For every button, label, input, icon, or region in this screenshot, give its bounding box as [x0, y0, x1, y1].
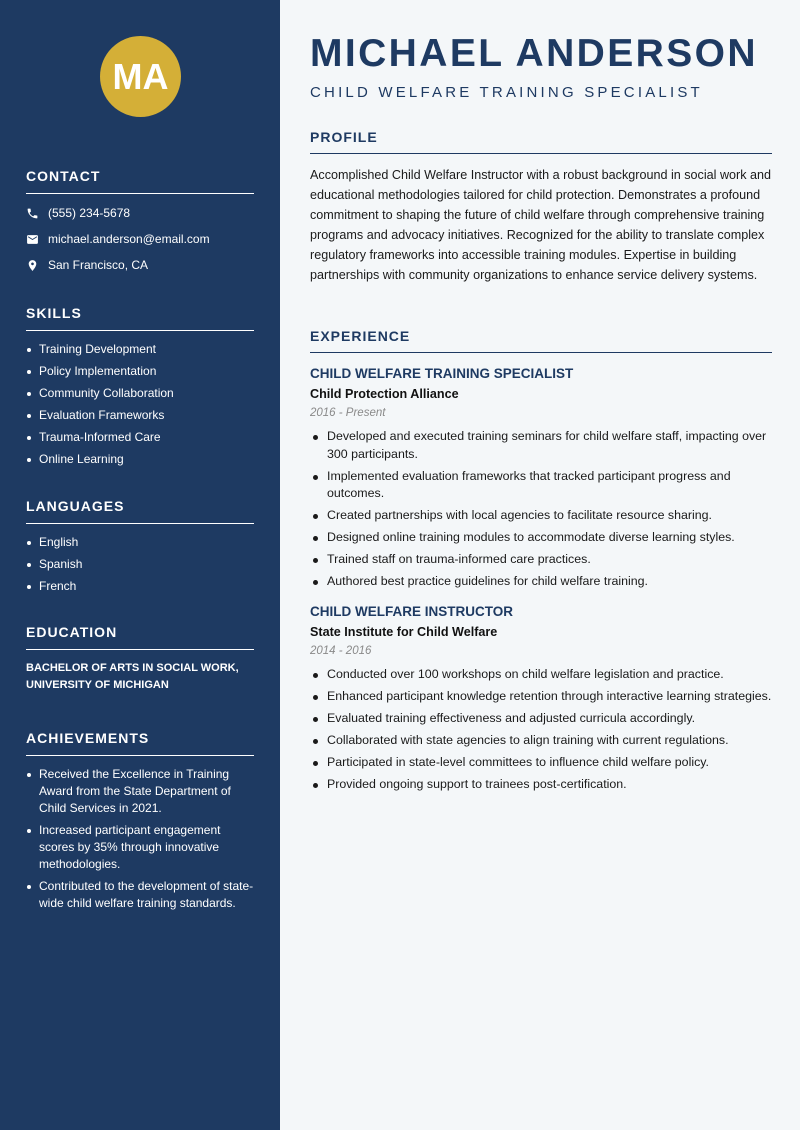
- education-degree: BACHELOR OF ARTS IN SOCIAL WORK, UNIVERSITY OF MICHIGAN: [26, 662, 239, 691]
- skill-item: Evaluation Frameworks: [26, 407, 254, 424]
- job-bullet: Enhanced participant knowledge retention through interactive learning strategies.: [310, 688, 772, 706]
- education-heading: EDUCATION: [26, 624, 254, 650]
- job-bullet: Conducted over 100 workshops on child welfare legislation and practice.: [310, 666, 772, 684]
- language-item: Spanish: [26, 556, 254, 573]
- job-bullet: Created partnerships with local agencies to facilitate resource sharing.: [310, 507, 772, 525]
- achievement-item: Increased participant engagement scores by 35% through innovative methodologies.: [26, 822, 254, 873]
- person-name: MICHAEL ANDERSON: [310, 32, 758, 75]
- person-title: CHILD WELFARE TRAINING SPECIALIST: [310, 84, 703, 101]
- job-bullet: Designed online training modules to accommodate diverse learning styles.: [310, 529, 772, 547]
- job-bullet: Evaluated training effectiveness and adjusted curricula accordingly.: [310, 710, 772, 728]
- contact-email: [26, 226, 254, 252]
- job-dates: 2014 - 2016: [310, 644, 372, 657]
- profile-text: Accomplished Child Welfare Instructor with a robust background in social work and educational methodologies tailored for child protection. Demonstrates a profound commitment to shaping the future of child welfare through comprehensive training programs and advocacy initiatives. Recognized for the ability to translate complex regulatory frameworks into accessible training modules. Expertise in building partnerships with community organizations to enhance service delivery systems.: [310, 168, 772, 282]
- job-dates: 2016 - Present: [310, 407, 386, 419]
- languages-heading: LANGUAGES: [26, 498, 254, 524]
- job-bullets: [310, 428, 772, 591]
- job-company: State Institute for Child Welfare: [310, 624, 498, 639]
- job-company: Child Protection Alliance: [310, 387, 459, 401]
- languages-list: [26, 534, 254, 595]
- contact-phone-text: (555) 234-5678: [48, 206, 131, 220]
- achievements-heading: ACHIEVEMENTS: [26, 730, 254, 756]
- contact-email-text: michael.anderson@email.com: [48, 232, 210, 246]
- job-bullets: [310, 666, 772, 794]
- profile-section: [310, 129, 772, 285]
- mail-icon: [26, 233, 39, 246]
- achievements-section: [26, 730, 254, 917]
- languages-section: [26, 498, 254, 600]
- job-entry: [310, 366, 772, 591]
- job-bullet: Collaborated with state agencies to align training with current regulations.: [310, 732, 772, 750]
- skills-section: [26, 305, 254, 473]
- avatar: MA: [100, 36, 181, 117]
- experience-section: [310, 328, 772, 798]
- achievement-item: Received the Excellence in Training Award from the State Department of Child Services in 2021.: [26, 766, 254, 817]
- skill-item: Online Learning: [26, 451, 254, 468]
- achievement-item: Contributed to the development of state-wide child welfare training standards.: [26, 878, 254, 912]
- job-title: CHILD WELFARE TRAINING SPECIALIST: [310, 366, 574, 381]
- profile-heading: PROFILE: [310, 129, 772, 154]
- job-title: CHILD WELFARE INSTRUCTOR: [310, 603, 513, 619]
- skill-item: Community Collaboration: [26, 385, 254, 402]
- experience-heading: EXPERIENCE: [310, 328, 772, 353]
- language-item: French: [26, 578, 254, 595]
- language-item: English: [26, 534, 254, 551]
- job-bullet: Implemented evaluation frameworks that tracked participant progress and outcomes.: [310, 468, 772, 503]
- location-pin-icon: [26, 259, 39, 272]
- skills-list: [26, 341, 254, 468]
- skill-item: Training Development: [26, 341, 254, 358]
- skill-item: Policy Implementation: [26, 363, 254, 380]
- job-bullet: Trained staff on trauma-informed care practices.: [310, 551, 772, 569]
- contact-location-text: San Francisco, CA: [48, 258, 149, 272]
- education-section: [26, 624, 254, 694]
- job-entry: [310, 604, 772, 794]
- sidebar: [0, 0, 280, 1130]
- achievements-list: [26, 766, 254, 912]
- contact-heading: CONTACT: [26, 168, 254, 194]
- contact-location: [26, 252, 254, 278]
- job-bullet: Participated in state-level committees to influence child welfare policy.: [310, 754, 772, 772]
- phone-icon: [26, 207, 39, 220]
- skills-heading: SKILLS: [26, 305, 254, 331]
- job-bullet: Provided ongoing support to trainees post-certification.: [310, 776, 772, 794]
- job-bullet: Developed and executed training seminars for child welfare staff, impacting over 300 participants.: [310, 428, 772, 463]
- skill-item: Trauma-Informed Care: [26, 429, 254, 446]
- job-bullet: Authored best practice guidelines for child welfare training.: [310, 573, 772, 591]
- contact-section: [26, 168, 254, 278]
- contact-phone: [26, 200, 254, 226]
